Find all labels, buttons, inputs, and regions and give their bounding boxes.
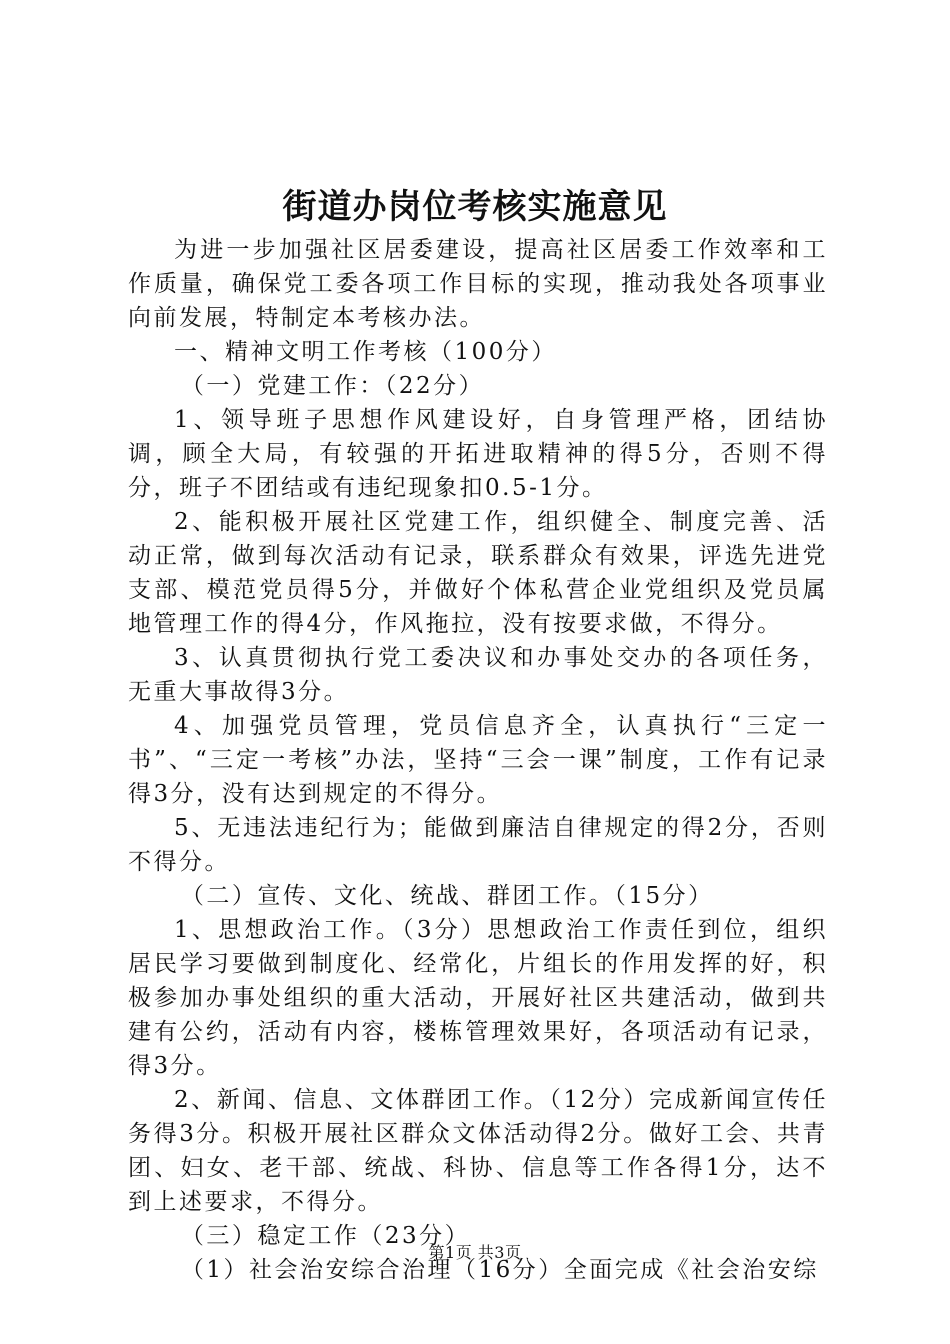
document-body (128, 233, 828, 1287)
intro-paragraph: 为进一步加强社区居委建设，提高社区居委工作效率和工作质量，确保党工委各项工作目标的实现，推动我处各项事业向前发展，特制定本考核办法。 (128, 237, 828, 331)
document-title: 街道办岗位考核实施意见 (282, 187, 668, 227)
section-heading: 一、精神文明工作考核（100分） (174, 339, 557, 365)
subsection-heading: （一）党建工作：（22分） (180, 373, 485, 399)
body-paragraph: 1、思想政治工作。（3分）思想政治工作责任到位，组织居民学习要做到制度化、经常化，片组长的作用发挥的好，积极参加办事处组织的重大活动，开展好社区共建活动，做到共建有公约，活动有内容，楼栋管理效果好，各项活动有记录，得3分。 (128, 917, 828, 1079)
body-paragraph: 5、无违法违纪行为；能做到廉洁自律规定的得2分，否则不得分。 (128, 815, 828, 875)
body-paragraph: 2、新闻、信息、文体群团工作。（12分）完成新闻宣传任务得3分。积极开展社区群众文体活动得2分。做好工会、共青团、妇女、老干部、统战、科协、信息等工作各得1分，达不到上述要求，不得分。 (128, 1087, 828, 1215)
body-paragraph: 3、认真贯彻执行党工委决议和办事处交办的各项任务，无重大事故得3分。 (128, 645, 828, 705)
body-paragraph: （1）社会治安综合治理（16分）全面完成《社会治安综 (180, 1257, 819, 1283)
subsection-heading: （二）宣传、文化、统战、群团工作。（15分） (180, 883, 714, 909)
body-paragraph: 4、加强党员管理，党员信息齐全，认真执行“三定一书”、“三定一考核”办法，坚持“三会一课”制度，工作有记录得3分，没有达到规定的不得分。 (128, 713, 828, 807)
subsection-heading: （三）稳定工作（23分） (180, 1223, 471, 1249)
body-paragraph: 1、领导班子思想作风建设好，自身管理严格，团结协调，顾全大局，有较强的开拓进取精神的得5分，否则不得分，班子不团结或有违纪现象扣0.5-1分。 (128, 407, 828, 501)
body-paragraph: 2、能积极开展社区党建工作，组织健全、制度完善、活动正常，做到每次活动有记录，联系群众有效果，评选先进党支部、模范党员得5分，并做好个体私营企业党组织及党员属地管理工作的得4分，作风拖拉，没有按要求做，不得分。 (128, 509, 828, 637)
page-footer: 第1页 共3页 (428, 1243, 522, 1262)
